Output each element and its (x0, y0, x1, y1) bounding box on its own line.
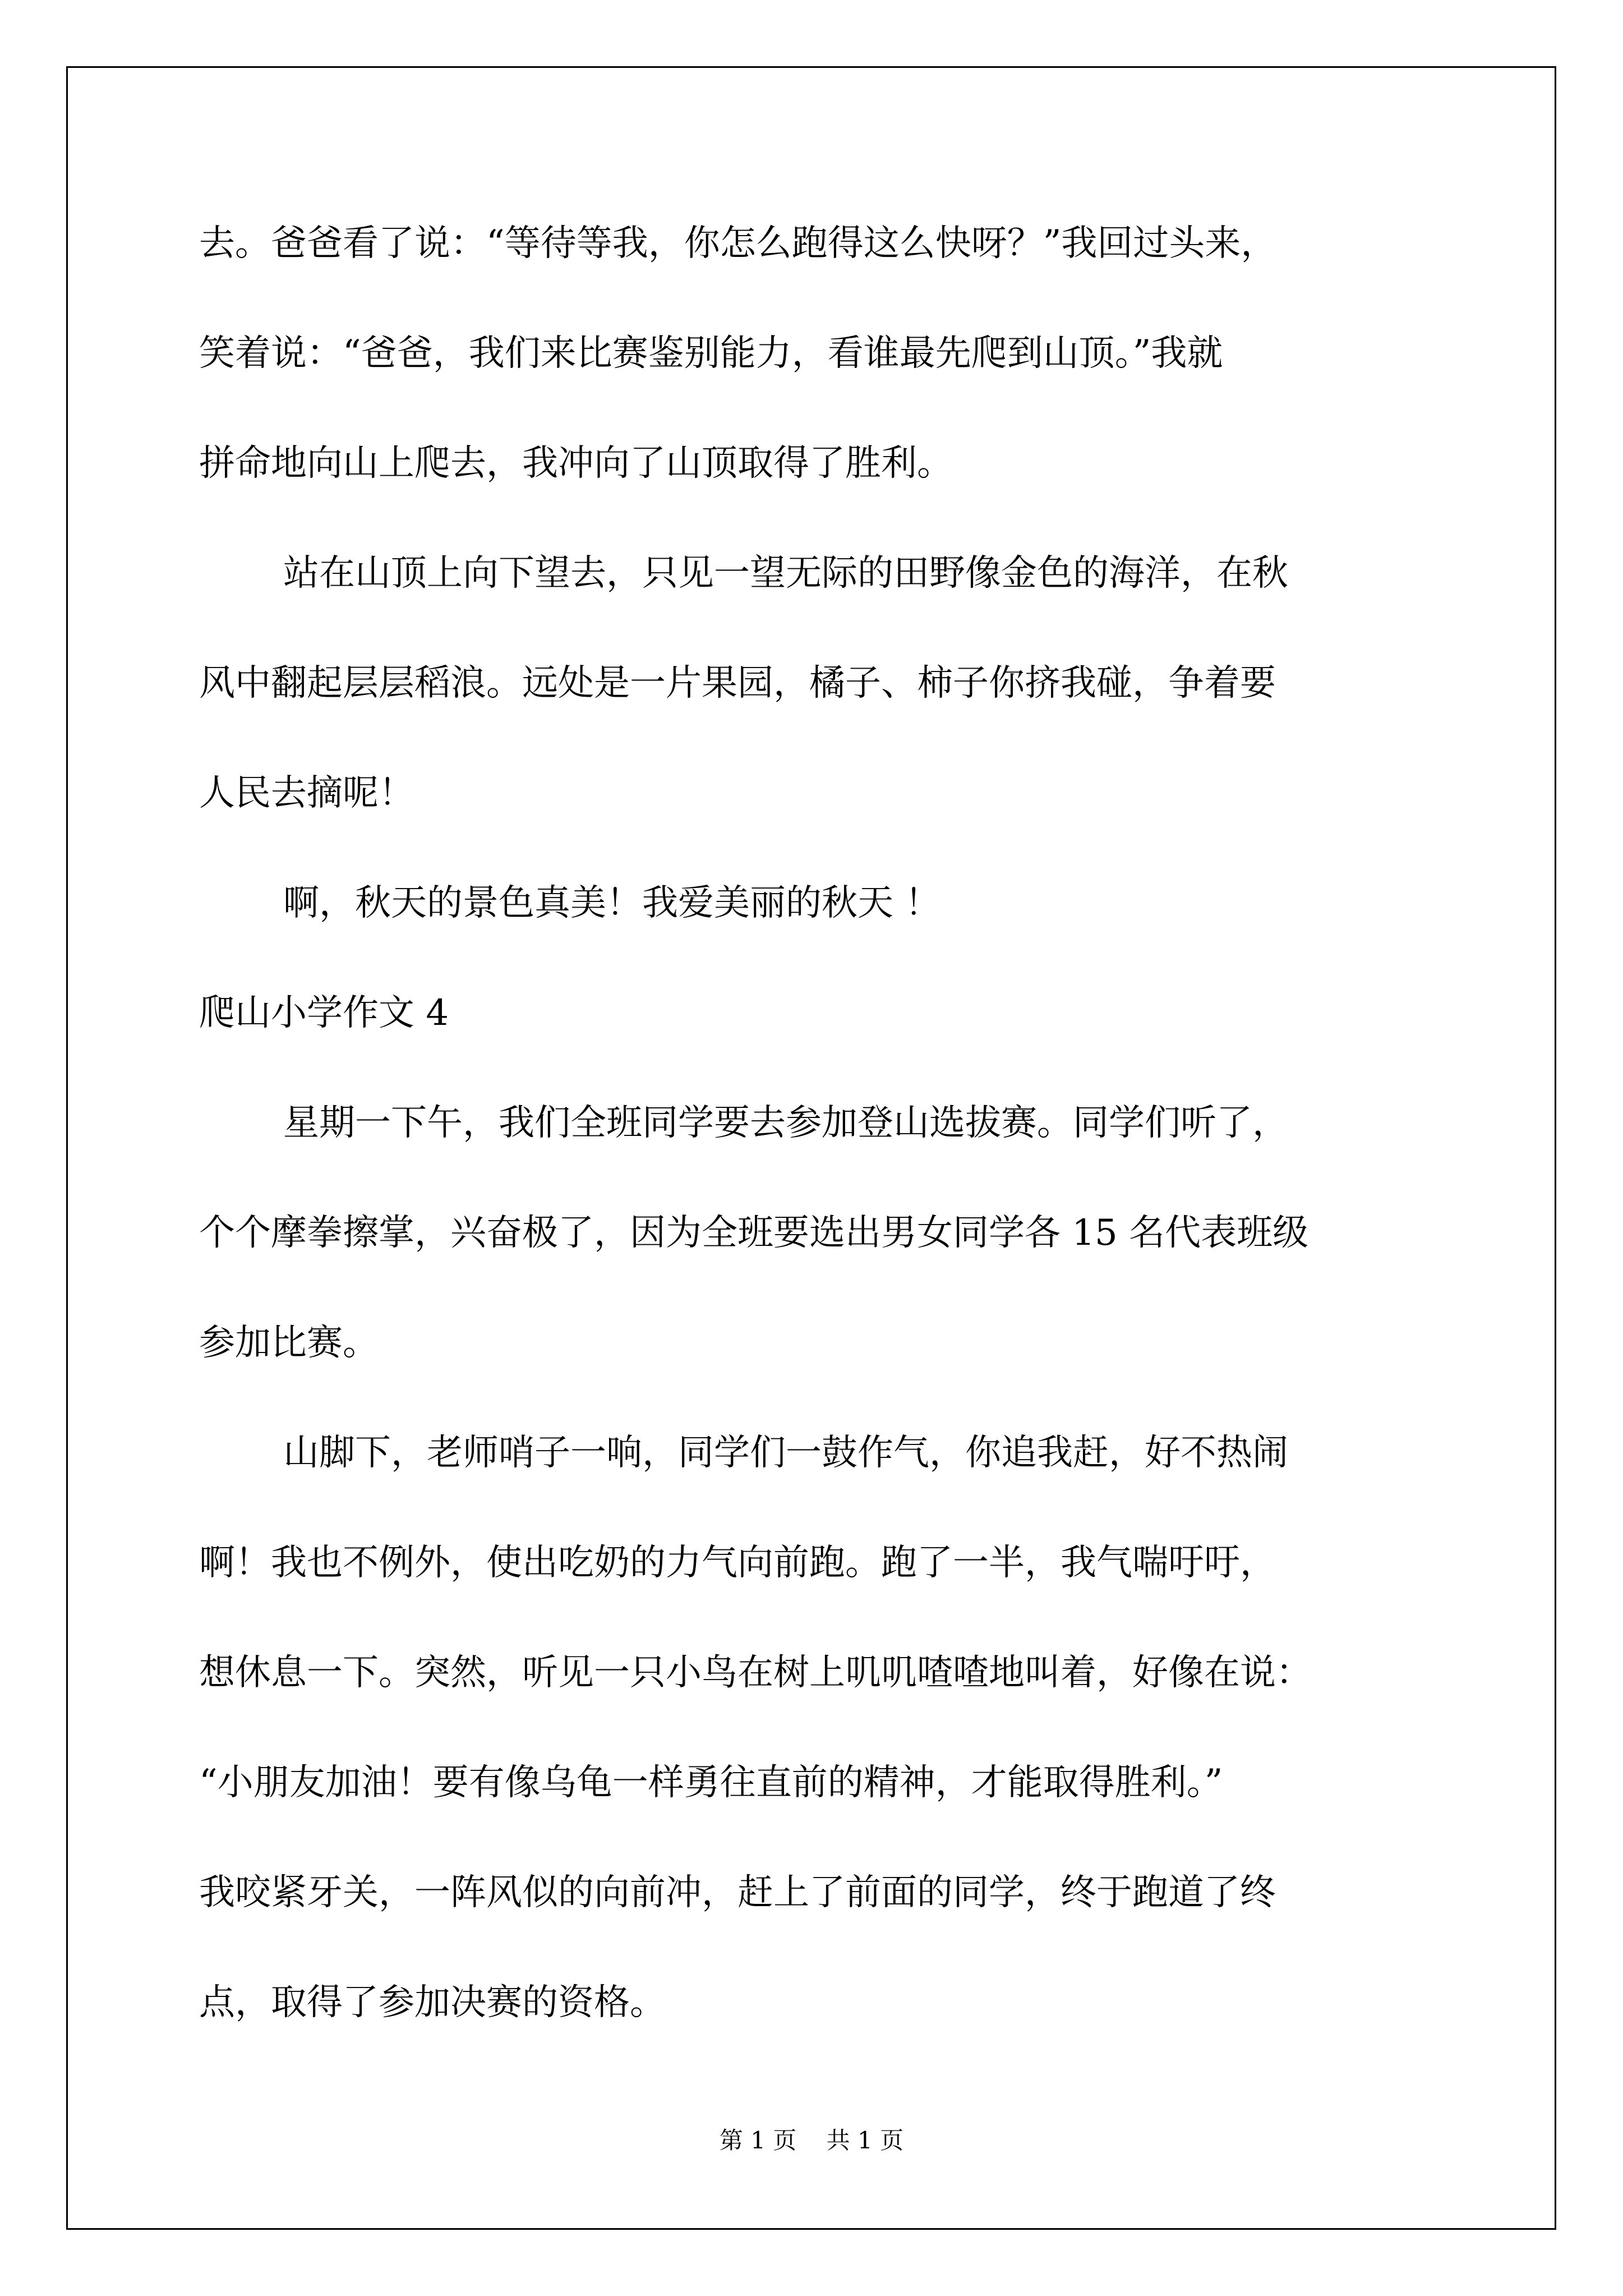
paragraph-line: 山脚下，老师哨子一响，同学们一鼓作气，你追我赶，好不热闹 (283, 1432, 1288, 1474)
paragraph-line: 个个摩拳擦掌，兴奋极了，因为全班要选出男女同学各 15 名代表班级 (199, 1212, 1309, 1254)
paragraph-line: 星期一下午，我们全班同学要去参加登山选拔赛。同学们听了， (283, 1102, 1288, 1144)
paragraph-line: 点，取得了参加决赛的资格。 (199, 1982, 666, 2023)
page-total: 共 1 页 (826, 2127, 904, 2154)
paragraph-line: 人民去摘呢！ (199, 772, 414, 814)
paragraph-line: 站在山顶上向下望去，只见一望无际的田野像金色的海洋，在秋 (283, 553, 1288, 594)
paragraph-line: “小朋友加油！要有像乌龟一样勇往直前的精神，才能取得胜利。” (199, 1762, 1223, 1803)
paragraph-line: 拼命地向山上爬去，我冲向了山顶取得了胜利。 (199, 443, 953, 484)
paragraph-line: 我咬紧牙关，一阵风似的向前冲，赶上了前面的同学，终于跑道了终 (199, 1872, 1276, 1913)
section-heading: 爬山小学作文 4 (199, 992, 449, 1034)
paragraph-line: 笑着说：“爸爸，我们来比赛鉴别能力，看谁最先爬到山顶。”我就 (199, 333, 1223, 374)
page-footer (0, 2125, 1623, 2156)
page-number: 第 1 页 (719, 2127, 797, 2154)
paragraph-line: 风中翻起层层稻浪。远处是一片果园，橘子、柿子你挤我碰，争着要 (199, 662, 1276, 704)
paragraph-line: 啊！我也不例外，使出吃奶的力气向前跑。跑了一半，我气喘吁吁， (199, 1542, 1276, 1584)
paragraph-line: 想休息一下。突然，听见一只小鸟在树上叽叽喳喳地叫着，好像在说： (199, 1652, 1312, 1694)
paragraph-line: 参加比赛。 (199, 1322, 379, 1364)
paragraph-line: 啊，秋天的景色真美！我爱美丽的秋天 ！ (283, 882, 941, 924)
paragraph-line: 去。爸爸看了说：“等待等我，你怎么跑得这么快呀？”我回过头来， (199, 223, 1277, 264)
